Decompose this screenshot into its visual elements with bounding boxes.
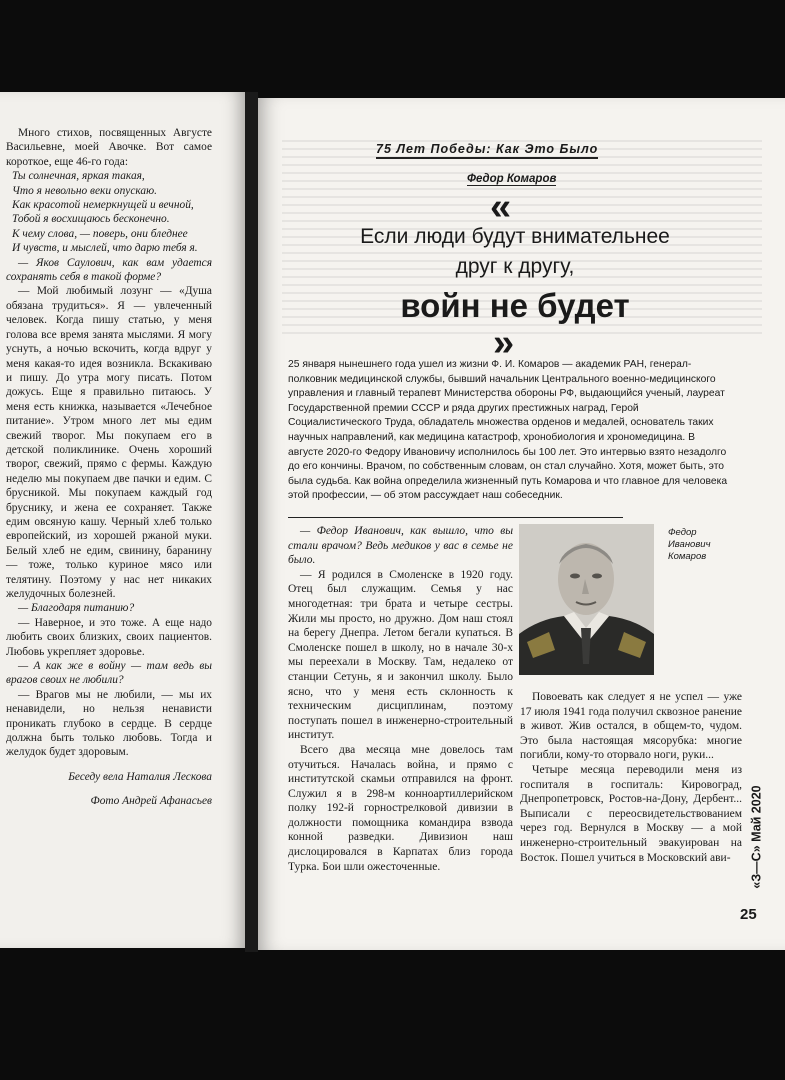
poem-line: И чувств, и мыслей, что дарю тебя я. xyxy=(12,242,198,255)
interview-question: — Федор Иванович, как вышло, что вы стали врачом? Ведь медиков у вас в семье не было. xyxy=(288,525,513,567)
page-number: 25 xyxy=(740,906,757,923)
credit-photo: Фото Андрей Афанасьев xyxy=(90,795,212,808)
body-paragraph: — Мой любимый лозунг — «Душа обязана трудиться». Я — увлеченный человек. Когда пишу статью, у меня голова все время занята мыслями. Я могу уснуть, а ночью вскочить, когда вдруг у меня какая-то идея возникла. Вскакиваю и пишу. До утра могу писать. Потом дожусь. Еще я правильно питаюсь. У меня есть книжка, называется «Лечебное питание». Утром много лет мы едим свежий творог. Мы покупаем его в детской поликлинике. Очень хороший творог, свежий, прямо с фермы. Каждую неделю мы покупаем две пачки и едим. С брусникой. Мы покупаем каждый год бруснику, и жена ее сохраняет. Также едим овсяную кашу. Черный хлеб только европейский, из хорошей ржаной муки. Белый хлеб не едим, свинину, баранину — тоже, только куриное мясо или телятину. Поэтому у нас нет никаких желудочных болезней. xyxy=(6,285,212,600)
title-line-2: друг к другу, xyxy=(455,255,575,278)
portrait-photo xyxy=(519,524,654,675)
lead-divider xyxy=(288,517,623,518)
poem-line: Как красотой немеркнущей и вечной, xyxy=(12,199,194,212)
left-page xyxy=(0,92,245,948)
body-paragraph: — Наверное, и это тоже. А еще надо любить своих близких, своих пациентов. Любовь укрепляет здоровье. xyxy=(6,616,212,658)
article-author: Федор Комаров xyxy=(467,173,557,185)
interview-question: — А как же в войну — там ведь вы врагов своих не любили? xyxy=(6,660,212,687)
article-column-middle xyxy=(288,524,513,874)
left-page-text xyxy=(6,126,212,809)
photo-caption: Федор Иванович Комаров xyxy=(668,527,711,562)
issue-label-text: «З—С» Май 2020 xyxy=(749,785,764,889)
interview-question: — Яков Саулович, как вам удается сохранять себя в такой форме? xyxy=(6,256,212,284)
credit-interview: Беседу вела Наталия Лескова xyxy=(68,770,212,783)
article-lead: 25 января нынешнего года ушел из жизни Ф. И. Комаров — академик РАН, генерал-полковник медицинской службы, бывший начальник Центрального военно-медицинского управления и главный терапевт Министерства обороны РФ, выдающийся ученый, лауреат Государственной премии СССР и ряда других престижных наград, Герой Социалистического Труда, обладатель множества орденов и медалей, основатель таких научных направлений, как медицина катастроф, хронобиология и хрономедицина. В августе 2020-го Федору Ивановичу исполнилось бы 100 лет. Это интервью взято незадолго до его кончины. Врачом, по собственным словам, он стал случайно. Хотя, может быть, это была судьба. Как война определила жизненный путь Комарова и что главное для человека этой профессии, — об этом рассуждает наш собеседник. xyxy=(288,359,728,502)
rubric-header xyxy=(110,140,650,159)
body-paragraph: Повоевать как следует я не успел — уже 17 июля 1941 года получил сквозное ранение в живот. Жив остался, в общем-то, чудом. Это была настоящая мясорубка: многие погибли, кому-то оторвало ноги, руки... xyxy=(520,691,742,762)
article-column-right xyxy=(520,690,742,865)
title-line-1: Если люди будут внимательнее xyxy=(360,225,670,248)
portrait-illustration xyxy=(519,524,654,675)
body-paragraph: — Врагов мы не любили, — мы их ненавидели, но нельзя ненависти проникать глубоко в сердце. В сердце должна быть только любовь. Тогда и желудок будет здоровым. xyxy=(6,688,212,759)
article-title-line1 xyxy=(320,222,710,282)
rubric-title: 75 Лет Победы: Как Это Было xyxy=(376,142,598,159)
poem-line: К чему слова, — поверь, они бледнее xyxy=(12,227,188,240)
article-title-bold: войн не будет xyxy=(400,287,630,324)
open-quote-mark: « xyxy=(490,186,512,228)
magazine-issue-label xyxy=(745,785,769,900)
page-gutter xyxy=(245,92,258,952)
poem-line: Что я невольно веки опускаю. xyxy=(12,184,158,197)
interview-question: — Благодаря питанию? xyxy=(18,602,135,615)
body-paragraph: — Я родился в Смоленске в 1920 году. Отец был служащим. Семья у нас многодетная: три брата и четыре сестры. Жили мы просто, но дружно. Дом наш стоял на берегу Днепра. Летом бегали купаться. В Смоленске пошел в школу, но в начале 30-х мы переехали в Москву. Там, недалеко от станции Сетунь, я и закончил школу. Было ясно, что у меня есть склонность к техническим дисциплинам, поэтому поступать пошел в инженерно-строительный институт. xyxy=(288,568,513,742)
poem-line: Тобой я восхищаюсь бесконечно. xyxy=(12,213,170,226)
poem-line: Ты солнечная, яркая такая, xyxy=(12,170,145,183)
body-paragraph: Много стихов, посвященных Августе Васильевне, моей Авочке. Вот самое короткое, еще 46-го года: xyxy=(6,127,212,168)
close-quote-mark: » xyxy=(493,322,515,364)
body-paragraph: Всего два месяца мне довелось там отучиться. Началась война, и прямо с институтской скамьи отправился на фронт. Служил я в 298-м конноартиллерийском полку 192-й горнострелковой дивизии в должности помощника командира взвода конной разведки. Дивизион наш дислоцировался в Карпатах близ города Турка. Бои шли ожесточенные. xyxy=(288,743,513,873)
body-paragraph: Четыре месяца переводили меня из госпиталя в госпиталь: Кировоград, Днепропетровск, Ростов-на-Дону, Дербент... Выписали с переосвидетельствованием через год. Вернулся в Москву — а мой инженерно-строительный эвакуирован на Восток. Пошел учиться в Московский ави- xyxy=(520,763,742,864)
